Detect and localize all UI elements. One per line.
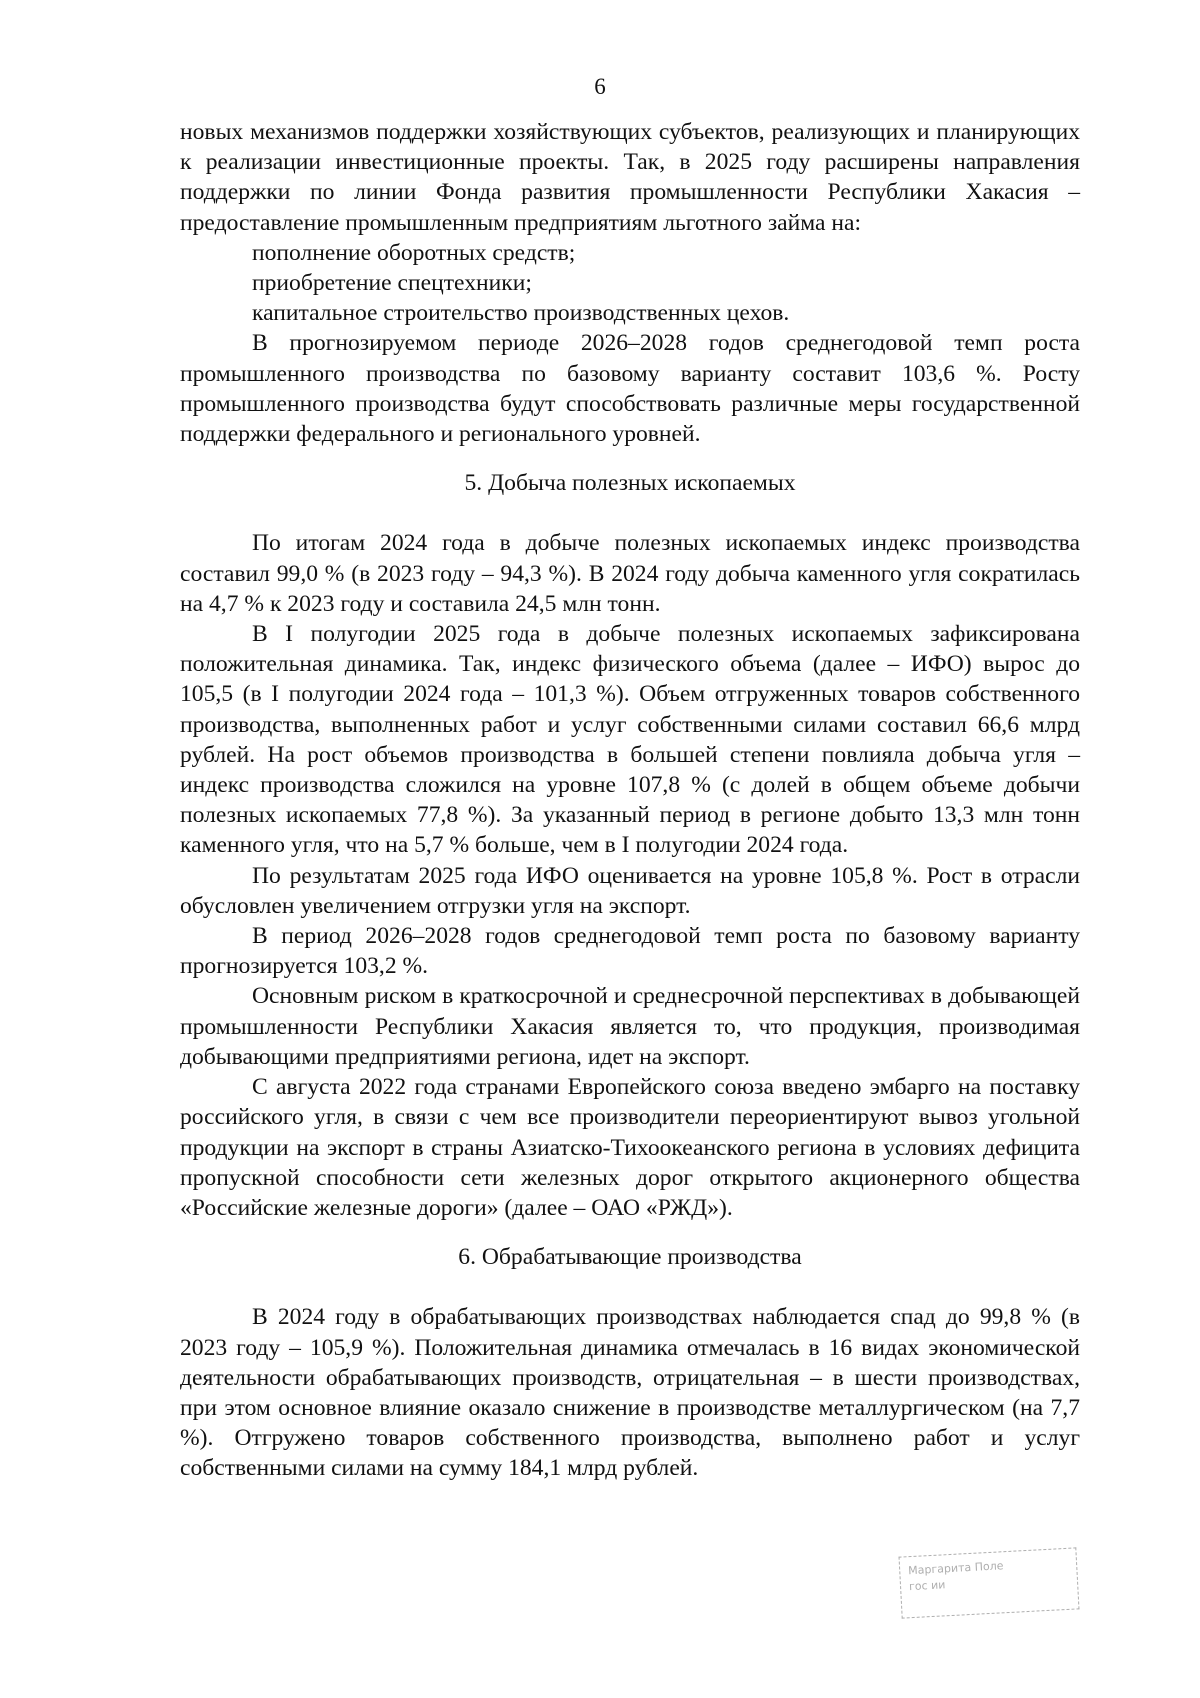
forecast-paragraph: В прогнозируемом периоде 2026–2028 годов среднегодовой темп роста промышленного производства по базовому варианту составит 103,6 %. Росту промышленного производства будут способствовать различные меры государственной поддержки федерального и регионального уровней.: [180, 330, 1080, 448]
stamp-line: Маргарита Поле: [907, 1559, 1004, 1578]
page-number: 6: [594, 74, 606, 99]
document-body: [180, 117, 1080, 1484]
stamp-line: гос ии: [908, 1578, 946, 1594]
section-6-paragraph: В 2024 году в обрабатывающих производствах наблюдается спад до 99,8 % (в 2023 году – 105,9 %). Положительная динамика отмечалась в 16 видах экономической деятельности обрабатывающих производств, отрицательная – в шести производствах, при этом основное влияние оказало снижение в производстве металлургическом (на 7,7 %). Отгружено товаров собственного производства, выполнено работ и услуг собственными силами на сумму 184,1 млрд рублей.: [180, 1304, 1080, 1482]
support-item-working-capital: пополнение оборотных средств;: [252, 239, 576, 266]
section-5-paragraph: Основным риском в краткосрочной и среднесрочной перспективах в добывающей промышленности Республики Хакасия является то, что продукция, производимая добывающими предприятиями региона, идет на экспорт.: [180, 983, 1080, 1070]
support-item-special-equipment: приобретение спецтехники;: [252, 270, 532, 297]
section-5-paragraph: В период 2026–2028 годов среднегодовой темп роста по базовому варианту прогнозируется 103,2 %.: [180, 923, 1080, 980]
support-item-capital-construction: капитальное строительство производственных цехов.: [252, 300, 790, 327]
intro-paragraph: новых механизмов поддержки хозяйствующих субъектов, реализующих и планирующих к реализации инвестиционные проекты. Так, в 2025 году расширены направления поддержки по линии Фонда развития промышленности Республики Хакасия – предоставление промышленным предприятиям льготного займа на:: [180, 119, 1080, 236]
section-6-heading: 6. Обрабатывающие производства: [458, 1244, 802, 1271]
section-5-paragraph: По результатам 2025 года ИФО оценивается на уровне 105,8 %. Рост в отрасли обусловлен увеличением отгрузки угля на экспорт.: [180, 862, 1080, 919]
registration-stamp: [898, 1547, 1079, 1618]
section-5-paragraph: С августа 2022 года странами Европейского союза введено эмбарго на поставку российского угля, в связи с чем все производители переориентируют вывоз угольной продукции на экспорт в страны Азиатско-Тихоокеанского региона в условиях дефицита пропускной способности сети железных дорог открытого акционерного общества «Российские железные дороги» (далее – ОАО «РЖД»).: [180, 1074, 1080, 1221]
section-5-paragraph: В I полугодии 2025 года в добыче полезных ископаемых зафиксирована положительная динамика. Так, индекс физического объема (далее – ИФО) вырос до 105,5 (в I полугодии 2024 года – 101,3 %). Объем отгруженных товаров собственного производства, выполненных работ и услуг собственными силами составил 66,6 млрд рублей. На рост объемов производства в большей степени повлияла добыча угля – индекс производства сложился на уровне 107,8 % (с долей в общем объеме добычи полезных ископаемых 77,8 %). За указанный период в регионе добыто 13,3 млн тонн каменного угля, что на 5,7 % больше, чем в I полугодии 2024 года.: [180, 621, 1080, 859]
section-5-paragraph: По итогам 2024 года в добыче полезных ископаемых индекс производства составил 99,0 % (в 2023 году – 94,3 %). В 2024 году добыча каменного угля сократилась на 4,7 % к 2023 году и составила 24,5 млн тонн.: [180, 530, 1080, 617]
section-5-heading: 5. Добыча полезных ископаемых: [464, 470, 796, 497]
